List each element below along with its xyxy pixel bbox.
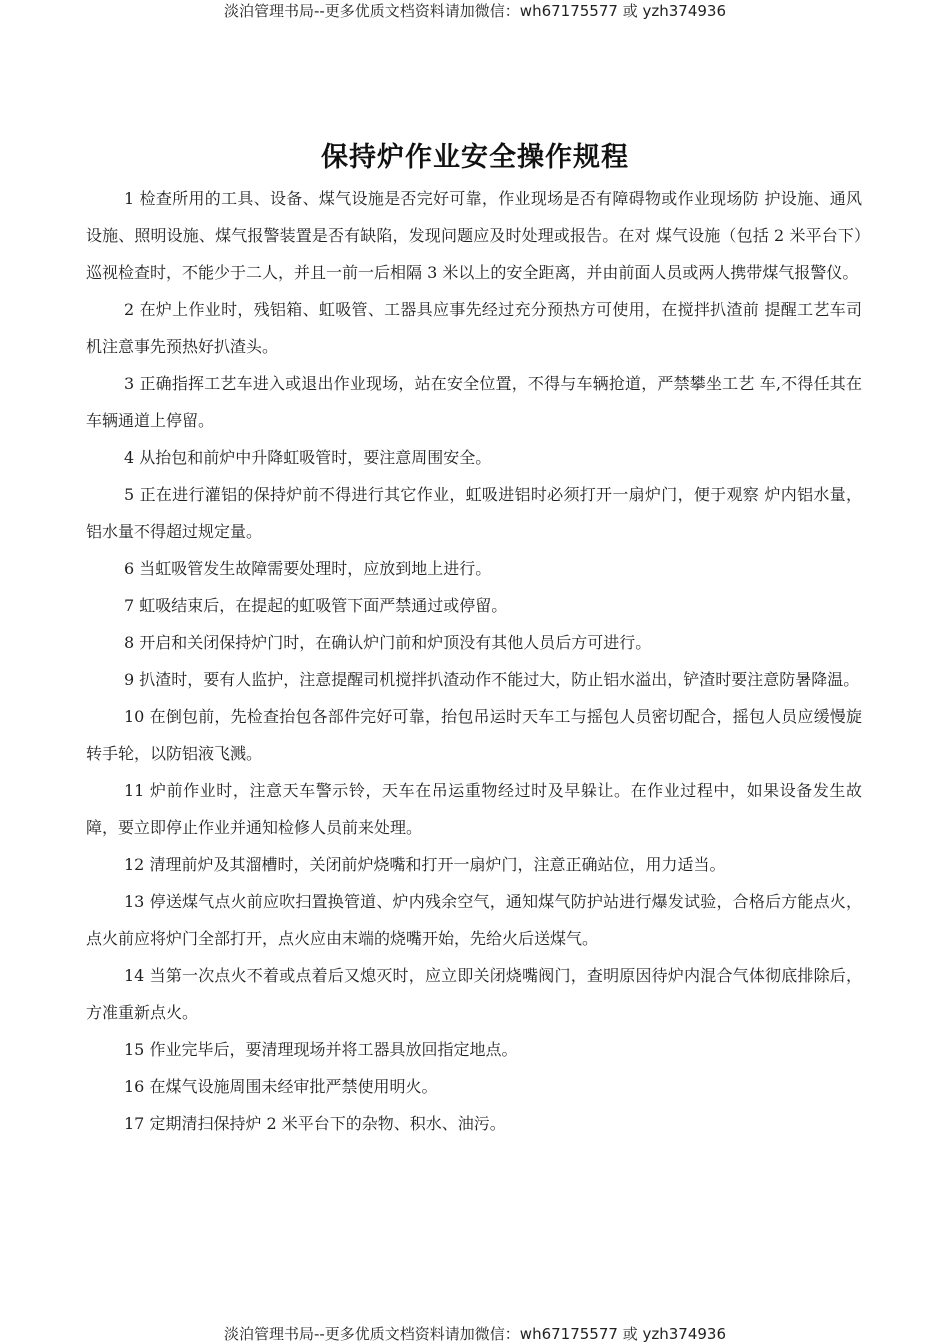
rule-item-12: 12 清理前炉及其溜槽时，关闭前炉烧嘴和打开一扇炉门，注意正确站位，用力适当。 xyxy=(124,855,726,874)
rule-item-17: 17 定期清扫保持炉 2 米平台下的杂物、积水、油污。 xyxy=(124,1114,506,1133)
rule-item-6: 6 当虹吸管发生故障需要处理时，应放到地上进行。 xyxy=(124,559,492,578)
rule-item-13: 13 停送煤气点火前应吹扫置换管道、炉内残余空气，通知煤气防护站进行爆发试验，合格后方能点火，点火前应将炉门全部打开，点火应由末端的烧嘴开始，先给火后送煤气。 xyxy=(86,892,862,948)
rule-item-9: 9 扒渣时，要有人监护，注意提醒司机搅拌扒渣动作不能过大，防止铝水溢出，铲渣时要注意防暑降温。 xyxy=(124,670,860,689)
rule-item-4: 4 从抬包和前炉中升降虹吸管时，要注意周围安全。 xyxy=(124,448,492,467)
rule-item-14: 14 当第一次点火不着或点着后又熄灭时，应立即关闭烧嘴阀门，查明原因待炉内混合气体彻底排除后，方准重新点火。 xyxy=(86,966,862,1022)
rule-item-3: 3 正确指挥工艺车进入或退出作业现场，站在安全位置，不得与车辆抢道，严禁攀坐工艺 车,不得任其在车辆通道上停留。 xyxy=(86,374,862,430)
rule-item-2: 2 在炉上作业时，残铝箱、虹吸管、工器具应事先经过充分预热方可使用，在搅拌扒渣前 提醒工艺车司机注意事先预热好扒渣头。 xyxy=(86,300,862,356)
document-body xyxy=(86,180,862,1142)
rule-item-10: 10 在倒包前，先检查抬包各部件完好可靠，抬包吊运时天车工与摇包人员密切配合，摇包人员应缓慢旋转手轮，以防铝液飞溅。 xyxy=(86,707,862,763)
page-footer-note: 淡泊管理书局--更多优质文档资料请加微信：wh67175577 或 yzh374936 xyxy=(223,1325,726,1343)
rule-item-16: 16 在煤气设施周围未经审批严禁使用明火。 xyxy=(124,1077,438,1096)
rule-item-1: 1 检查所用的工具、设备、煤气设施是否完好可靠，作业现场是否有障碍物或作业现场防 护设施、通风设施、照明设施、煤气报警装置是否有缺陷，发现问题应及时处理或报告。在对 煤气设施（包括 2 米平台下）巡视检查时，不能少于二人，并且一前一后相隔 3 米以上的安全距离，并由前面人员或两人携带煤气报警仪。 xyxy=(86,189,862,282)
rule-item-8: 8 开启和关闭保持炉门时，在确认炉门前和炉顶没有其他人员后方可进行。 xyxy=(124,633,652,652)
document-title: 保持炉作业安全操作规程 xyxy=(321,142,629,173)
rule-item-5: 5 正在进行灌铝的保持炉前不得进行其它作业，虹吸进铝时必须打开一扇炉门，便于观察 炉内铝水量，铝水量不得超过规定量。 xyxy=(86,485,862,541)
rule-item-15: 15 作业完毕后，要清理现场并将工器具放回指定地点。 xyxy=(124,1040,518,1059)
page-header-note: 淡泊管理书局--更多优质文档资料请加微信：wh67175577 或 yzh374936 xyxy=(223,2,726,20)
rule-item-11: 11 炉前作业时，注意天车警示铃，天车在吊运重物经过时及早躲让。在作业过程中，如果设备发生故障，要立即停止作业并通知检修人员前来处理。 xyxy=(86,781,862,837)
rule-item-7: 7 虹吸结束后，在提起的虹吸管下面严禁通过或停留。 xyxy=(124,596,508,615)
